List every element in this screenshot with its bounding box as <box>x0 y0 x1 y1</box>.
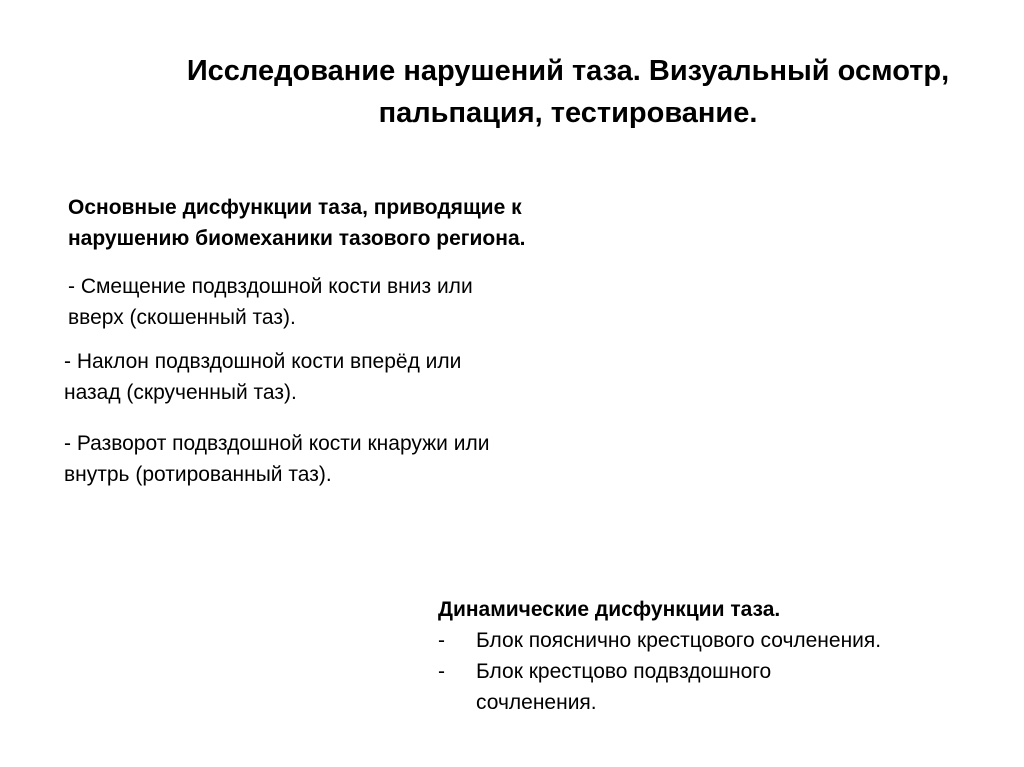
heading-line: нарушению биомеханики тазового региона. <box>68 227 526 250</box>
list-item-text <box>476 625 998 656</box>
slide-title-line: Исследование нарушений таза. Визуальный осмотр, <box>186 55 950 87</box>
slide-title-line: пальпация, тестирование. <box>378 97 758 129</box>
item-line: - Наклон подвздошной кости вперёд или <box>64 350 462 373</box>
main-dysfunctions-heading <box>68 192 628 254</box>
list-item-line: Блок пояснично крестцового сочленения. <box>476 629 882 652</box>
dynamic-dysfunctions-block <box>438 594 998 718</box>
item-line: назад (скрученный таз). <box>64 381 297 404</box>
item-line: внутрь (ротированный таз). <box>64 463 332 486</box>
dysfunction-item-rotated <box>64 428 624 490</box>
dash-bullet: - <box>438 660 445 683</box>
item-line: - Смещение подвздошной кости вниз или <box>68 275 473 298</box>
list-item <box>438 656 998 718</box>
list-item-text <box>476 656 998 718</box>
list-item-line: сочленения. <box>476 691 597 714</box>
dynamic-dysfunctions-list <box>438 625 998 718</box>
list-item-line: Блок крестцово подвздошного <box>476 660 772 683</box>
item-line: вверх (скошенный таз). <box>68 306 296 329</box>
slide-title <box>150 50 986 134</box>
dynamic-dysfunctions-heading: Динамические дисфункции таза. <box>438 598 781 621</box>
item-line: - Разворот подвздошной кости кнаружи или <box>64 432 490 455</box>
dysfunction-item-twisted <box>64 346 624 408</box>
dysfunction-item-oblique <box>68 271 628 333</box>
dash-bullet: - <box>438 629 445 652</box>
heading-line: Основные дисфункции таза, приводящие к <box>68 196 522 219</box>
list-item <box>438 625 998 656</box>
